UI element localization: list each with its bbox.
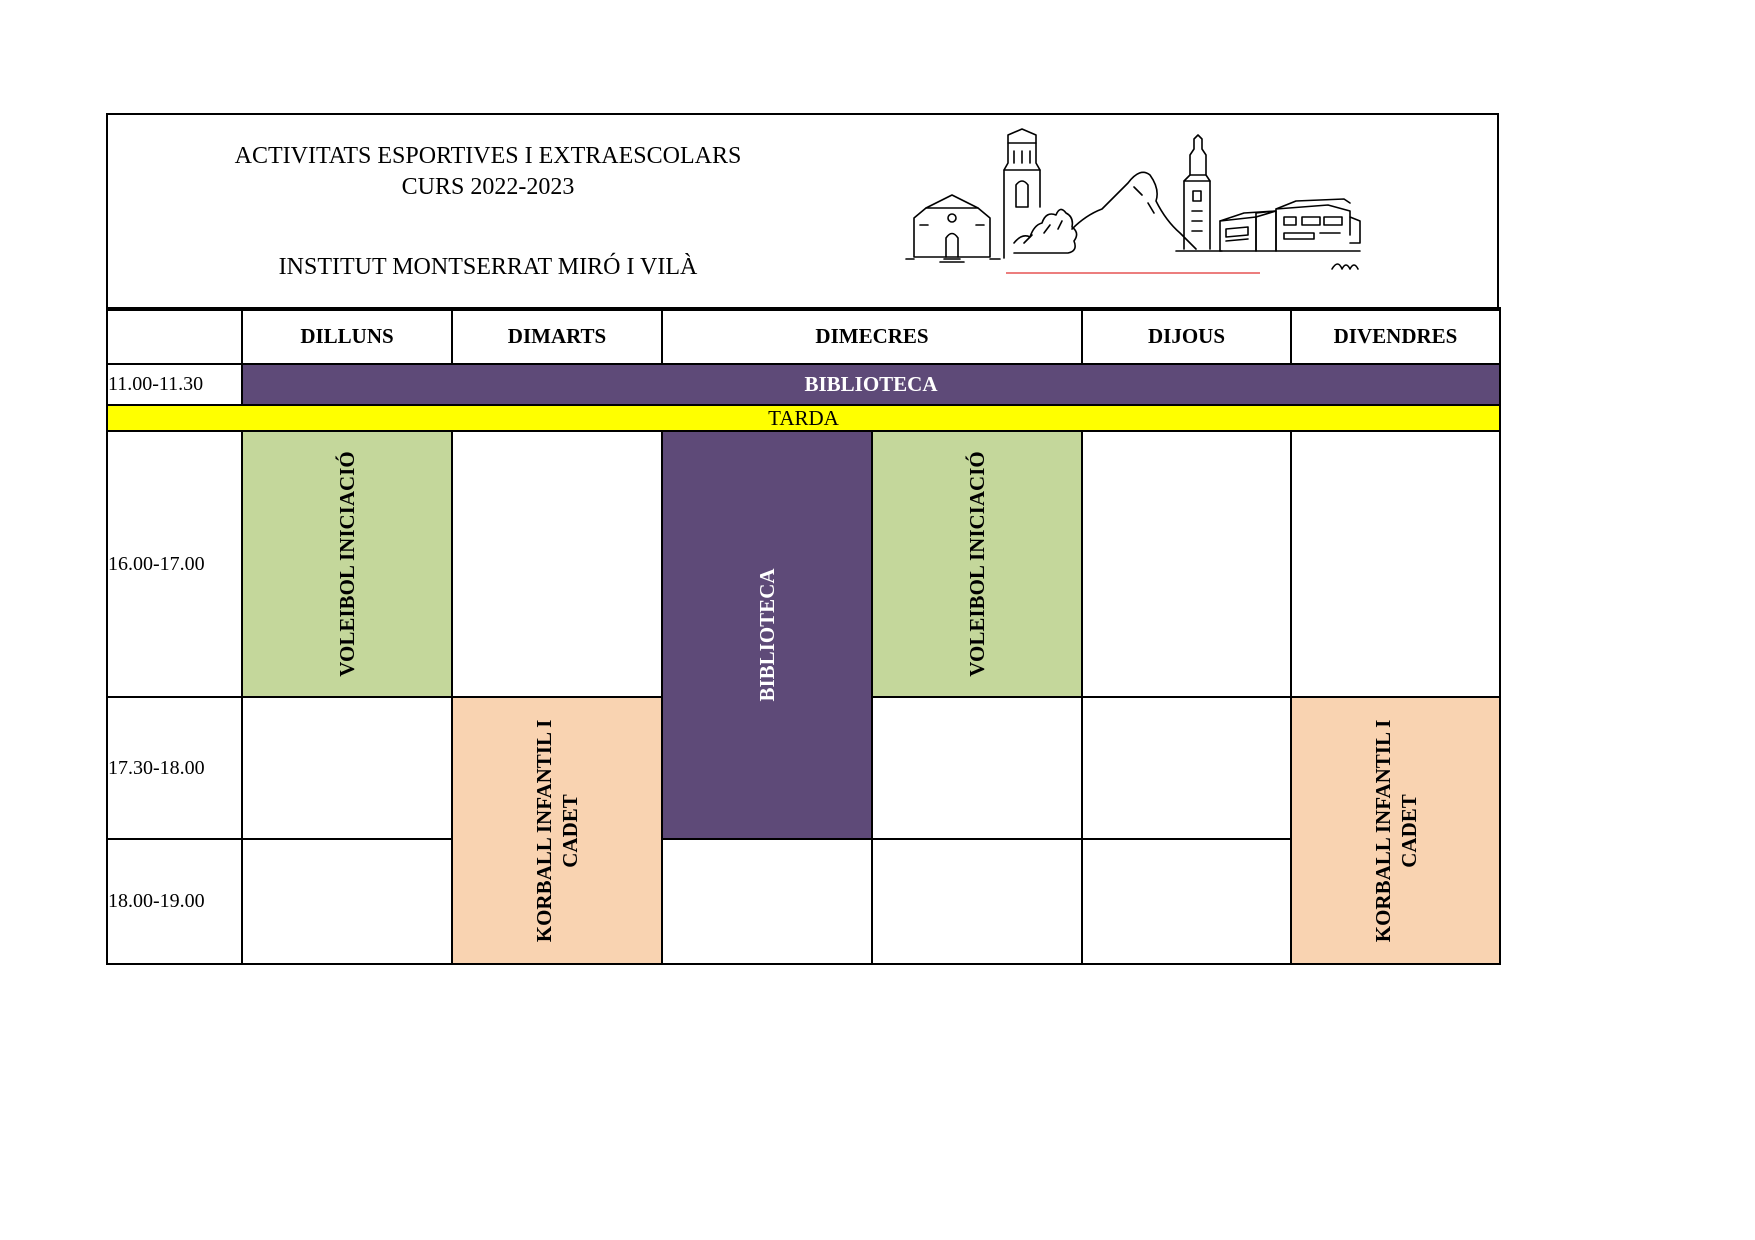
day-header-dilluns: DILLUNS	[242, 308, 452, 364]
time-cell-morning: 11.00-11.30	[107, 364, 242, 405]
title-block	[198, 141, 778, 203]
korball-friday-label	[1370, 719, 1422, 942]
korball-tuesday-line-2: CADET	[558, 793, 582, 868]
empty-cell	[242, 839, 452, 964]
schedule-table	[106, 307, 1501, 965]
voleibol-monday-label: VOLEIBOL INICIACIÓ	[335, 451, 359, 677]
empty-cell	[1082, 697, 1291, 839]
time-cell-slot3: 18.00-19.00	[107, 839, 242, 964]
korball-tuesday-label	[531, 719, 583, 942]
biblioteca-wednesday-cell	[662, 431, 872, 839]
empty-cell	[1082, 839, 1291, 964]
school-name: INSTITUT MONTSERRAT MIRÓ I VILÀ	[278, 254, 698, 280]
title-line-2: CURS 2022-2023	[401, 174, 575, 200]
town-sketch-image	[904, 125, 1424, 285]
day-header-dimarts: DIMARTS	[452, 308, 662, 364]
empty-cell	[872, 839, 1082, 964]
empty-cell	[662, 839, 872, 964]
korball-friday-cell	[1291, 697, 1500, 964]
day-header-dijous: DIJOUS	[1082, 308, 1291, 364]
korball-tuesday-line-1: KORBALL INFANTIL I	[532, 719, 556, 942]
biblioteca-morning-band: BIBLIOTECA	[242, 364, 1500, 405]
empty-cell	[242, 697, 452, 839]
voleibol-wednesday-label: VOLEIBOL INICIACIÓ	[965, 451, 989, 677]
day-header-dimecres: DIMECRES	[662, 308, 1082, 364]
time-cell-slot2: 17.30-18.00	[107, 697, 242, 839]
time-cell-slot1: 16.00-17.00	[107, 431, 242, 697]
header-box	[106, 113, 1499, 311]
korball-tuesday-cell	[452, 697, 662, 964]
empty-cell	[1082, 431, 1291, 697]
korball-friday-line-1: KORBALL INFANTIL I	[1370, 719, 1395, 942]
tarda-band: TARDA	[107, 405, 1500, 431]
corner-cell	[107, 308, 242, 364]
voleibol-monday-cell	[242, 431, 452, 697]
day-header-divendres: DIVENDRES	[1291, 308, 1500, 364]
empty-cell	[452, 431, 662, 697]
title-line-1: ACTIVITATS ESPORTIVES I EXTRAESCOLARS	[234, 143, 742, 169]
schedule-sheet	[106, 113, 1499, 968]
biblioteca-wednesday-label: BIBLIOTECA	[755, 568, 779, 702]
voleibol-wednesday-cell	[872, 431, 1082, 697]
empty-cell	[1291, 431, 1500, 697]
korball-friday-line-2: CADET	[1396, 793, 1421, 868]
empty-cell	[872, 697, 1082, 839]
